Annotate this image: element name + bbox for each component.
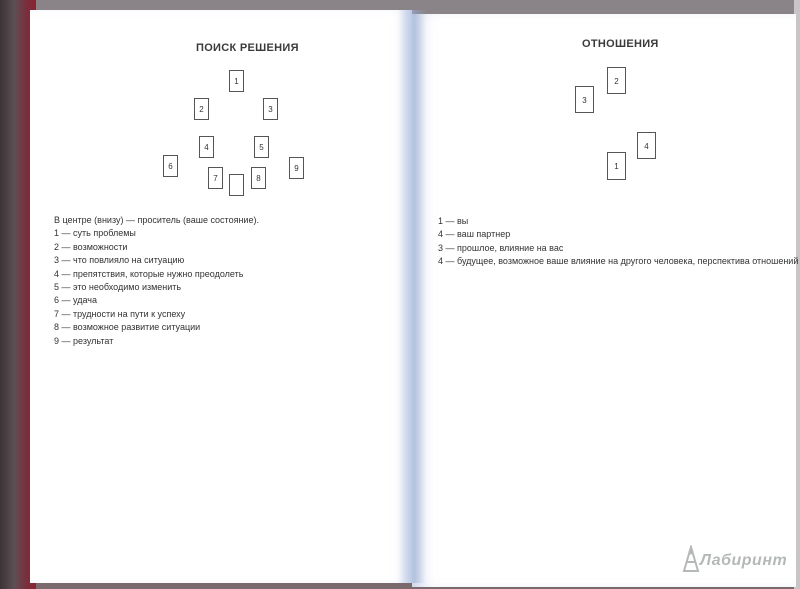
card-position: 1 xyxy=(229,70,244,92)
right-page-title: ОТНОШЕНИЯ xyxy=(582,38,659,50)
book-gutter xyxy=(398,10,426,583)
legend-line: 7 — трудности на пути к успеху xyxy=(54,308,186,319)
legend-line: 8 — возможное развитие ситуации xyxy=(54,322,201,333)
left-page-title: ПОИСК РЕШЕНИЯ xyxy=(196,42,299,54)
labirint-watermark: Лабиринт xyxy=(700,552,788,569)
card-position: 4 xyxy=(637,132,656,159)
card-position: 6 xyxy=(163,155,178,177)
card-position: 9 xyxy=(289,157,304,179)
labirint-logo-icon xyxy=(680,545,702,573)
card-position-center xyxy=(229,174,244,196)
card-position: 4 xyxy=(199,136,214,158)
right-legend xyxy=(438,215,798,269)
card-position: 1 xyxy=(607,152,626,180)
card-position: 2 xyxy=(607,67,626,94)
card-position: 2 xyxy=(194,98,209,120)
card-position: 5 xyxy=(254,136,269,158)
legend-line: 5 — это необходимо изменить xyxy=(54,282,182,293)
legend-line: 4 — ваш партнер xyxy=(438,229,511,240)
legend-line: 4 — будущее, возможное ваше влияние на другого человека, перспектива отношений xyxy=(438,256,799,267)
legend-line: 3 — что повлияло на ситуацию xyxy=(54,255,185,266)
legend-line: 9 — результат xyxy=(54,335,114,346)
right-page xyxy=(412,14,799,587)
legend-line: В центре (внизу) — проситель (ваше состояние). xyxy=(54,215,259,225)
legend-line: 4 — препятствия, которые нужно преодолеть xyxy=(54,268,244,279)
card-position: 8 xyxy=(251,167,266,189)
legend-line: 1 — суть проблемы xyxy=(54,228,136,239)
legend-line: 2 — возможности xyxy=(54,241,128,252)
card-position: 3 xyxy=(263,98,278,120)
left-legend xyxy=(54,214,259,348)
legend-line: 1 — вы xyxy=(438,216,469,226)
legend-line: 3 — прошлое, влияние на вас xyxy=(438,242,564,253)
legend-line: 6 — удача xyxy=(54,295,97,306)
card-position: 7 xyxy=(208,167,223,189)
card-position: 3 xyxy=(575,86,594,113)
